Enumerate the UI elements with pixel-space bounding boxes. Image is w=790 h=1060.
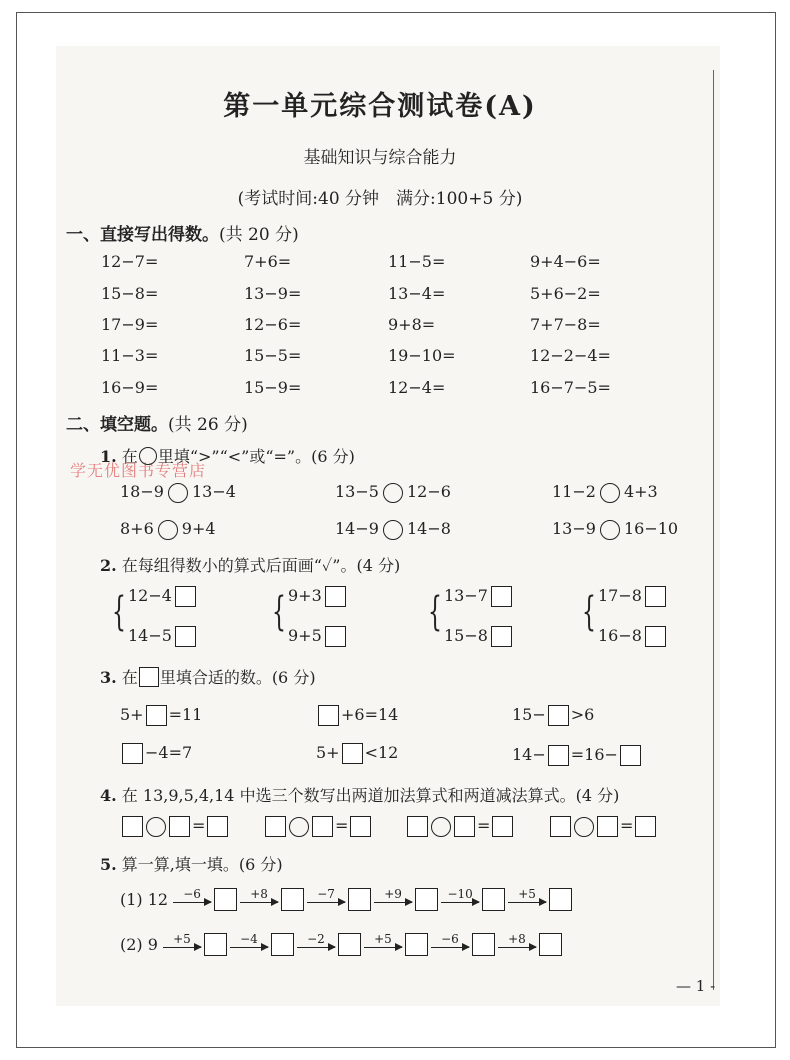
fill-item (120, 705, 202, 726)
section1-points: (共 20 分) (219, 225, 299, 245)
answer-box[interactable] (207, 816, 228, 837)
arrow-icon (307, 888, 345, 903)
arrow-operation: −10 (447, 887, 473, 901)
section2-title: 二、填空题。 (66, 415, 168, 435)
arrow-line (441, 902, 479, 903)
operator-circle[interactable] (431, 817, 451, 837)
q1-number: 1. (100, 447, 117, 466)
arrow-icon (230, 933, 268, 948)
compare-circle[interactable] (600, 483, 620, 503)
equation: 9+4−6= (530, 252, 601, 271)
check-item (444, 586, 514, 607)
brace-icon: { (582, 589, 596, 635)
q2-number: 2. (100, 556, 117, 575)
left-expression: 13−9 (552, 519, 596, 538)
answer-box[interactable] (407, 816, 428, 837)
arrow-icon (498, 933, 536, 948)
compare-circle[interactable] (168, 483, 188, 503)
brace-icon: { (112, 589, 126, 635)
item-suffix: <12 (364, 743, 399, 762)
equation: 15−9= (244, 378, 302, 397)
q4-text: 在 13,9,5,4,14 中选三个数写出两道加法算式和两道减法算式。(4 分) (121, 786, 620, 805)
equation: 12−4= (388, 378, 446, 397)
section2-heading (66, 410, 248, 435)
q4-number: 4. (100, 786, 117, 805)
expression: 12−4 (128, 586, 172, 605)
fill-item (120, 743, 192, 764)
answer-box[interactable] (348, 888, 371, 911)
answer-box[interactable] (318, 705, 339, 726)
item-prefix: 15− (512, 705, 546, 724)
answer-box[interactable] (281, 888, 304, 911)
answer-box[interactable] (482, 888, 505, 911)
arrow-line (163, 947, 201, 948)
comparison-item (335, 482, 451, 503)
equation: 12−7= (101, 252, 159, 271)
equation: 13−9= (244, 284, 302, 303)
equation: 5+6−2= (530, 284, 601, 303)
comparison-item (552, 519, 678, 540)
arrow-line (374, 902, 412, 903)
right-expression: 12−6 (406, 482, 451, 501)
check-box[interactable] (645, 586, 666, 607)
answer-box[interactable] (204, 933, 227, 956)
q3-text-a: 在 (121, 668, 138, 687)
answer-box[interactable] (265, 816, 286, 837)
operator-circle[interactable] (574, 817, 594, 837)
arrow-operation: +5 (173, 932, 191, 946)
expression: 9+5 (288, 626, 322, 645)
operator-circle[interactable] (146, 817, 166, 837)
arrow-operation: +8 (508, 932, 526, 946)
chain-start: (1) 12 (120, 890, 169, 910)
arrow-operation: +9 (384, 887, 402, 901)
item-suffix: −4=7 (145, 743, 193, 762)
q3-text-b: 里填合适的数。(6 分) (159, 668, 316, 687)
arrow-chain (120, 888, 574, 911)
circle-icon (139, 447, 157, 465)
arrow-icon (431, 933, 469, 948)
brace-icon: { (272, 589, 286, 635)
answer-box[interactable] (415, 888, 438, 911)
left-expression: 8+6 (120, 519, 154, 538)
check-item (444, 626, 514, 647)
arrow-icon (173, 888, 211, 903)
arrow-operation: −7 (317, 887, 335, 901)
q3-number: 3. (100, 668, 117, 687)
item-suffix: +6=14 (341, 705, 399, 724)
answer-box (139, 667, 159, 687)
arrow-icon (374, 888, 412, 903)
equation: 7+7−8= (530, 315, 601, 334)
item-prefix: 14− (512, 745, 546, 764)
item-suffix: >6 (570, 705, 595, 724)
compare-circle[interactable] (600, 520, 620, 540)
arrow-operation: +5 (518, 887, 536, 901)
equation: 13−4= (388, 284, 446, 303)
check-box[interactable] (491, 586, 512, 607)
equation-template (548, 816, 658, 837)
arrow-line (498, 947, 536, 948)
item-middle: =16− (570, 745, 618, 764)
comparison-item (120, 482, 236, 503)
arrow-line (297, 947, 335, 948)
expression: 16−8 (598, 626, 642, 645)
arrow-line (364, 947, 402, 948)
page-subtitle: 基础知识与综合能力 (303, 148, 457, 168)
equation: 17−9= (101, 315, 159, 334)
watermark: 学无优图书专营店 (70, 461, 207, 480)
equation: 11−3= (101, 346, 159, 365)
answer-box[interactable] (454, 816, 475, 837)
equation-template (405, 816, 515, 837)
equals-sign: = (477, 816, 491, 835)
equation: 11−5= (388, 252, 446, 271)
answer-box[interactable] (271, 933, 294, 956)
check-item (128, 586, 198, 607)
expression: 17−8 (598, 586, 642, 605)
section2-points: (共 26 分) (168, 415, 248, 435)
answer-box[interactable] (312, 816, 333, 837)
item-prefix: 5+ (120, 705, 144, 724)
answer-box[interactable] (539, 933, 562, 956)
answer-box[interactable] (405, 933, 428, 956)
fill-item (316, 705, 398, 726)
fill-item (316, 743, 398, 764)
answer-box[interactable] (350, 816, 371, 837)
right-expression: 9+4 (181, 519, 216, 538)
check-item (598, 626, 668, 647)
equals-sign: = (192, 816, 206, 835)
q3-prompt (100, 665, 316, 688)
equation: 15−5= (244, 346, 302, 365)
arrow-line (431, 947, 469, 948)
arrow-icon (297, 933, 335, 948)
check-box[interactable] (175, 626, 196, 647)
arrow-operation: −6 (441, 932, 459, 946)
compare-circle[interactable] (383, 520, 403, 540)
expression: 13−7 (444, 586, 488, 605)
equation-template (263, 816, 373, 837)
arrow-icon (163, 933, 201, 948)
answer-box[interactable] (122, 743, 143, 764)
answer-box[interactable] (122, 816, 143, 837)
answer-box[interactable] (548, 705, 569, 726)
fill-item (512, 745, 643, 766)
comparison-item (335, 519, 451, 540)
chain-start: (2) 9 (120, 935, 158, 955)
arrow-operation: −6 (183, 887, 201, 901)
compare-circle[interactable] (383, 483, 403, 503)
equation: 16−9= (101, 378, 159, 397)
arrow-operation: +8 (250, 887, 268, 901)
section1-heading (66, 220, 299, 245)
arrow-icon (508, 888, 546, 903)
page-title: 第一单元综合测试卷(A) (223, 91, 537, 122)
arrow-line (508, 902, 546, 903)
arrow-line (173, 902, 211, 903)
arrow-line (307, 902, 345, 903)
equation: 9+8= (388, 315, 436, 334)
check-item (288, 586, 348, 607)
q5-text: 算一算,填一填。(6 分) (121, 855, 283, 874)
q5-prompt (100, 852, 283, 875)
equation: 19−10= (388, 346, 456, 365)
right-expression: 14−8 (406, 519, 451, 538)
check-box[interactable] (325, 626, 346, 647)
q1-text-a: 在 (121, 447, 138, 466)
q2-prompt (100, 553, 400, 576)
answer-box[interactable] (214, 888, 237, 911)
item-suffix: =11 (168, 705, 203, 724)
answer-box[interactable] (635, 816, 656, 837)
check-item (128, 626, 198, 647)
arrow-operation: −2 (307, 932, 325, 946)
expression: 15−8 (444, 626, 488, 645)
left-expression: 13−5 (335, 482, 379, 501)
q5-number: 5. (100, 855, 117, 874)
left-expression: 11−2 (552, 482, 596, 501)
check-box[interactable] (175, 586, 196, 607)
answer-box[interactable] (342, 743, 363, 764)
item-prefix: 5+ (316, 743, 340, 762)
arrow-icon (441, 888, 479, 903)
answer-box[interactable] (472, 933, 495, 956)
equation-template (120, 816, 230, 837)
equation: 12−2−4= (530, 346, 611, 365)
equation: 15−8= (101, 284, 159, 303)
right-expression: 13−4 (191, 482, 236, 501)
page-number: — 1 - (676, 977, 716, 995)
answer-box[interactable] (492, 816, 513, 837)
equation: 7+6= (244, 252, 292, 271)
answer-box[interactable] (597, 816, 618, 837)
check-box[interactable] (491, 626, 512, 647)
check-box[interactable] (325, 586, 346, 607)
left-expression: 18−9 (120, 482, 164, 501)
answer-box[interactable] (146, 705, 167, 726)
arrow-line (230, 947, 268, 948)
arrow-line (240, 902, 278, 903)
expression: 14−5 (128, 626, 172, 645)
q4-prompt (100, 783, 619, 806)
comparison-item (120, 519, 216, 540)
answer-box[interactable] (549, 888, 572, 911)
check-item (288, 626, 348, 647)
equation: 12−6= (244, 315, 302, 334)
q2-text: 在每组得数小的算式后面画“✓”。(4 分) (121, 556, 401, 575)
answer-box[interactable] (550, 816, 571, 837)
right-expression: 4+3 (623, 482, 658, 501)
section1-title: 一、直接写出得数。 (66, 225, 219, 245)
equals-sign: = (335, 816, 349, 835)
brace-icon: { (428, 589, 442, 635)
arrow-operation: −4 (240, 932, 258, 946)
q1-text-b: 里填“>”“<”或“=”。(6 分) (157, 447, 355, 466)
q1-prompt (100, 444, 355, 467)
arrow-operation: +5 (374, 932, 392, 946)
check-item (598, 586, 668, 607)
answer-box[interactable] (620, 745, 641, 766)
arrow-chain (120, 933, 564, 956)
arrow-icon (364, 933, 402, 948)
equals-sign: = (620, 816, 634, 835)
equation: 16−7−5= (530, 378, 611, 397)
right-expression: 16−10 (623, 519, 679, 538)
compare-circle[interactable] (158, 520, 178, 540)
check-box[interactable] (645, 626, 666, 647)
exam-info: (考试时间:40 分钟 满分:100+5 分) (237, 189, 523, 209)
left-expression: 14−9 (335, 519, 379, 538)
answer-box[interactable] (169, 816, 190, 837)
answer-box[interactable] (338, 933, 361, 956)
expression: 9+3 (288, 586, 322, 605)
arrow-icon (240, 888, 278, 903)
answer-box[interactable] (548, 745, 569, 766)
comparison-item (552, 482, 658, 503)
fill-item (512, 705, 594, 726)
operator-circle[interactable] (289, 817, 309, 837)
